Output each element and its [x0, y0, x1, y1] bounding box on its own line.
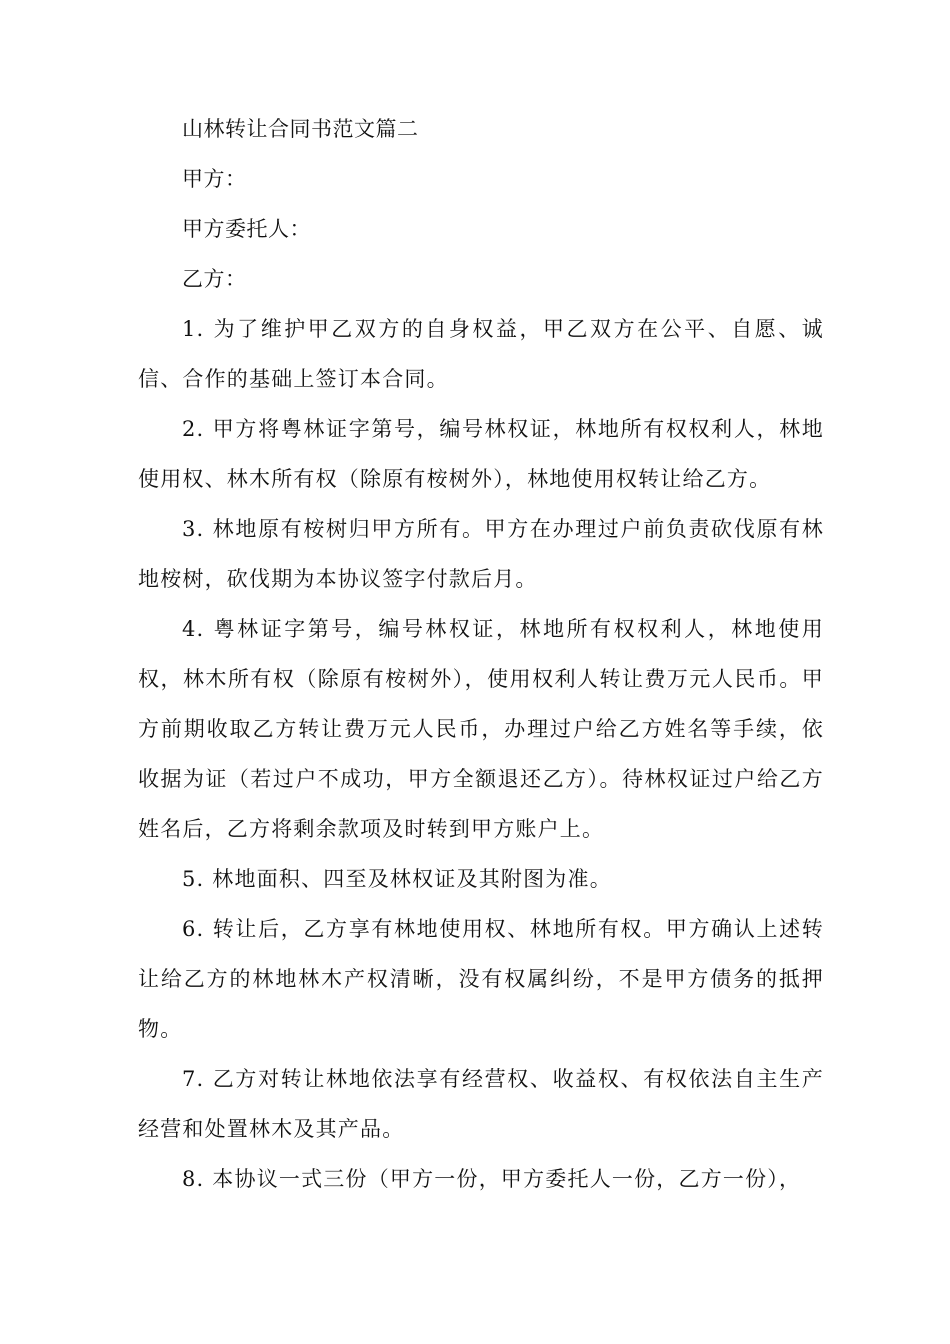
- party-a-agent-line: 甲方委托人：: [182, 217, 311, 241]
- clause-3: 3. 林地原有桉树归甲方所有。甲方在办理过户前负责砍伐原有林地桉树，砍伐期为本协议签字付款后月。: [138, 517, 824, 591]
- clause-6: 6. 转让后，乙方享有林地使用权、林地所有权。甲方确认上述转让给乙方的林地林木产权清晰，没有权属纠纷，不是甲方债务的抵押物。: [138, 917, 824, 1041]
- clause-1: 1. 为了维护甲乙双方的自身权益，甲乙双方在公平、自愿、诚信、合作的基础上签订本合同。: [138, 317, 824, 391]
- clause-5: 5. 林地面积、四至及林权证及其附图为准。: [182, 867, 612, 891]
- clause-4: 4. 粤林证字第号，编号林权证，林地所有权权利人，林地使用权，林木所有权（除原有桉树外），使用权利人转让费万元人民币。甲 方前期收取乙方转让费万元人民币，办理过户给乙方姓名等手续，依 收据为证（若过户不成功，甲方全额退还乙方）。待林权证过户给乙方 姓名后，乙方将剩余款项及时转到甲方账户上。: [138, 617, 824, 841]
- clause-8: 8. 本协议一式三份（甲方一份，甲方委托人一份，乙方一份），: [182, 1167, 802, 1191]
- clause-2: 2. 甲方将粤林证字第号，编号林权证，林地所有权权利人，林地使用权、林木所有权（除原有桉树外），林地使用权转让给乙方。: [138, 417, 824, 491]
- party-b-line: 乙方：: [182, 267, 247, 291]
- document-title: 山林转让合同书范文篇二: [182, 117, 419, 141]
- clause-7: 7. 乙方对转让林地依法享有经营权、收益权、有权依法自主生产经营和处置林木及其产品。: [138, 1067, 824, 1141]
- party-a-line: 甲方：: [182, 167, 247, 191]
- document-body: [138, 104, 824, 1204]
